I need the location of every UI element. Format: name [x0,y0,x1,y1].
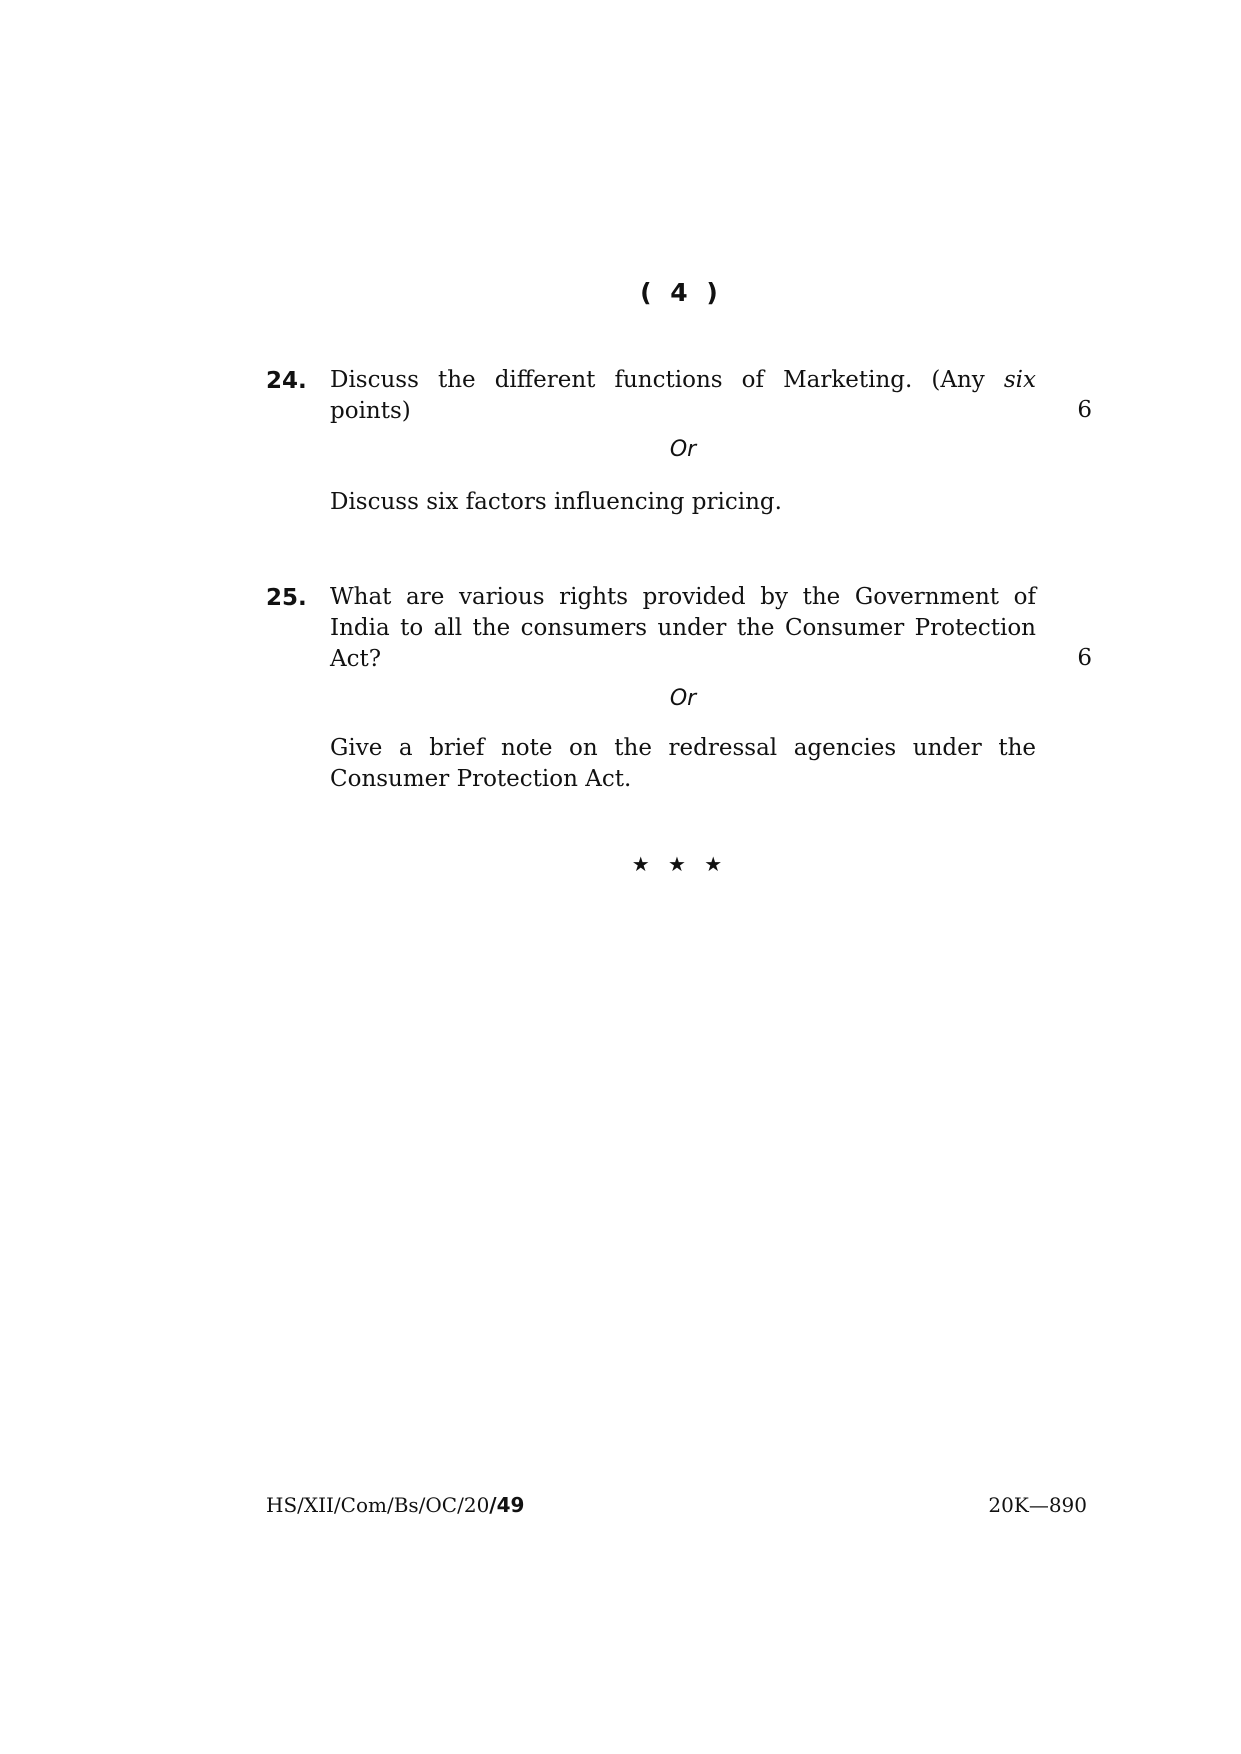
question-text: Discuss the different functions of Marketing. (Any six points) [330,367,1036,424]
end-of-paper-marker: ★ ★ ★ [631,852,729,876]
print-code: 20K—890 [988,1493,1087,1517]
question-text: What are various rights provided by the Government of India to all the consumers under the Consumer Protection Act? [330,584,1036,672]
marks: 6 [1077,645,1092,671]
question-number: 25. [266,585,307,611]
paper-code: HS/XII/Com/Bs/OC/20/49 [266,1493,525,1517]
page-number: ( 4 ) [640,278,720,307]
alternative-question-text: Give a brief note on the redressal agencies under the Consumer Protection Act. [330,735,1036,792]
emphasis: six [1003,367,1036,393]
alternative-question-text: Discuss six factors influencing pricing. [330,489,782,515]
or-label: Or [669,437,697,462]
marks: 6 [1077,397,1092,423]
question-number: 24. [266,368,307,394]
or-label: Or [669,686,697,711]
